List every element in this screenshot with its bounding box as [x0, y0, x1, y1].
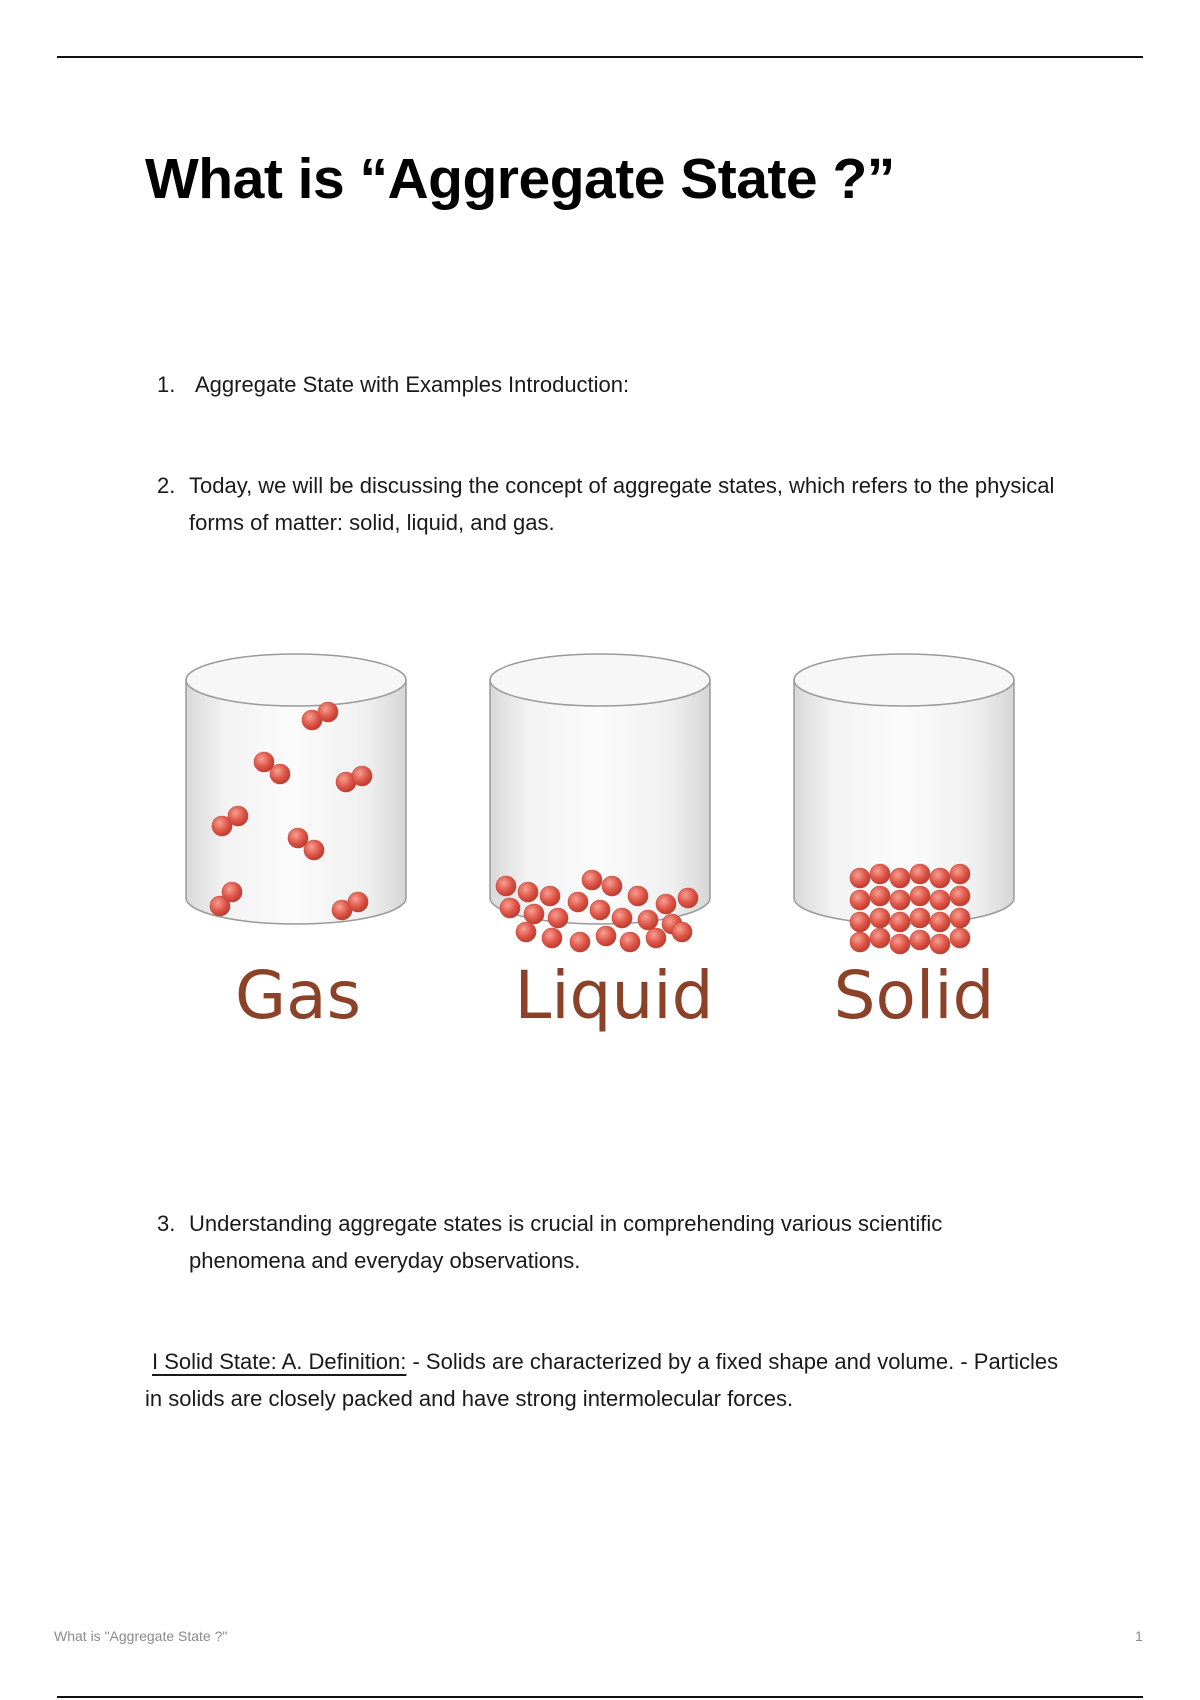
definition-body: - Solids are characterized by a fixed shape and volume. - Particles in solids are closely packed and have strong intermolecular forces.	[145, 1349, 1059, 1411]
list-text: Aggregate State with Examples Introduction:	[195, 372, 630, 397]
list-number: 3.	[157, 1211, 176, 1236]
gas-label: Gas	[235, 957, 361, 1034]
footer-document-name: What is "Aggregate State ?"	[54, 1628, 228, 1644]
top-rule	[57, 56, 1143, 58]
states-of-matter-figure	[170, 640, 1030, 1060]
list-item	[157, 366, 1057, 403]
page-title: What is “Aggregate State ?”	[145, 147, 895, 211]
liquid-label: Liquid	[514, 957, 714, 1034]
footer-page-number: 1	[1135, 1628, 1143, 1644]
gas-beaker	[186, 654, 406, 924]
list-item	[157, 1205, 1057, 1279]
definition-heading: I Solid State: A. Definition:	[152, 1349, 407, 1374]
list-item	[157, 467, 1057, 541]
definition-paragraph	[145, 1343, 1065, 1417]
list-number: 1.	[157, 372, 176, 397]
bottom-rule	[57, 1696, 1143, 1698]
list-text: Understanding aggregate states is crucial in comprehending various scientific phenomena and everyday observations.	[189, 1211, 943, 1273]
solid-label: Solid	[833, 957, 995, 1034]
list-number: 2.	[157, 473, 176, 498]
list-text: Today, we will be discussing the concept of aggregate states, which refers to the physical forms of matter: solid, liquid, and gas.	[189, 473, 1055, 535]
